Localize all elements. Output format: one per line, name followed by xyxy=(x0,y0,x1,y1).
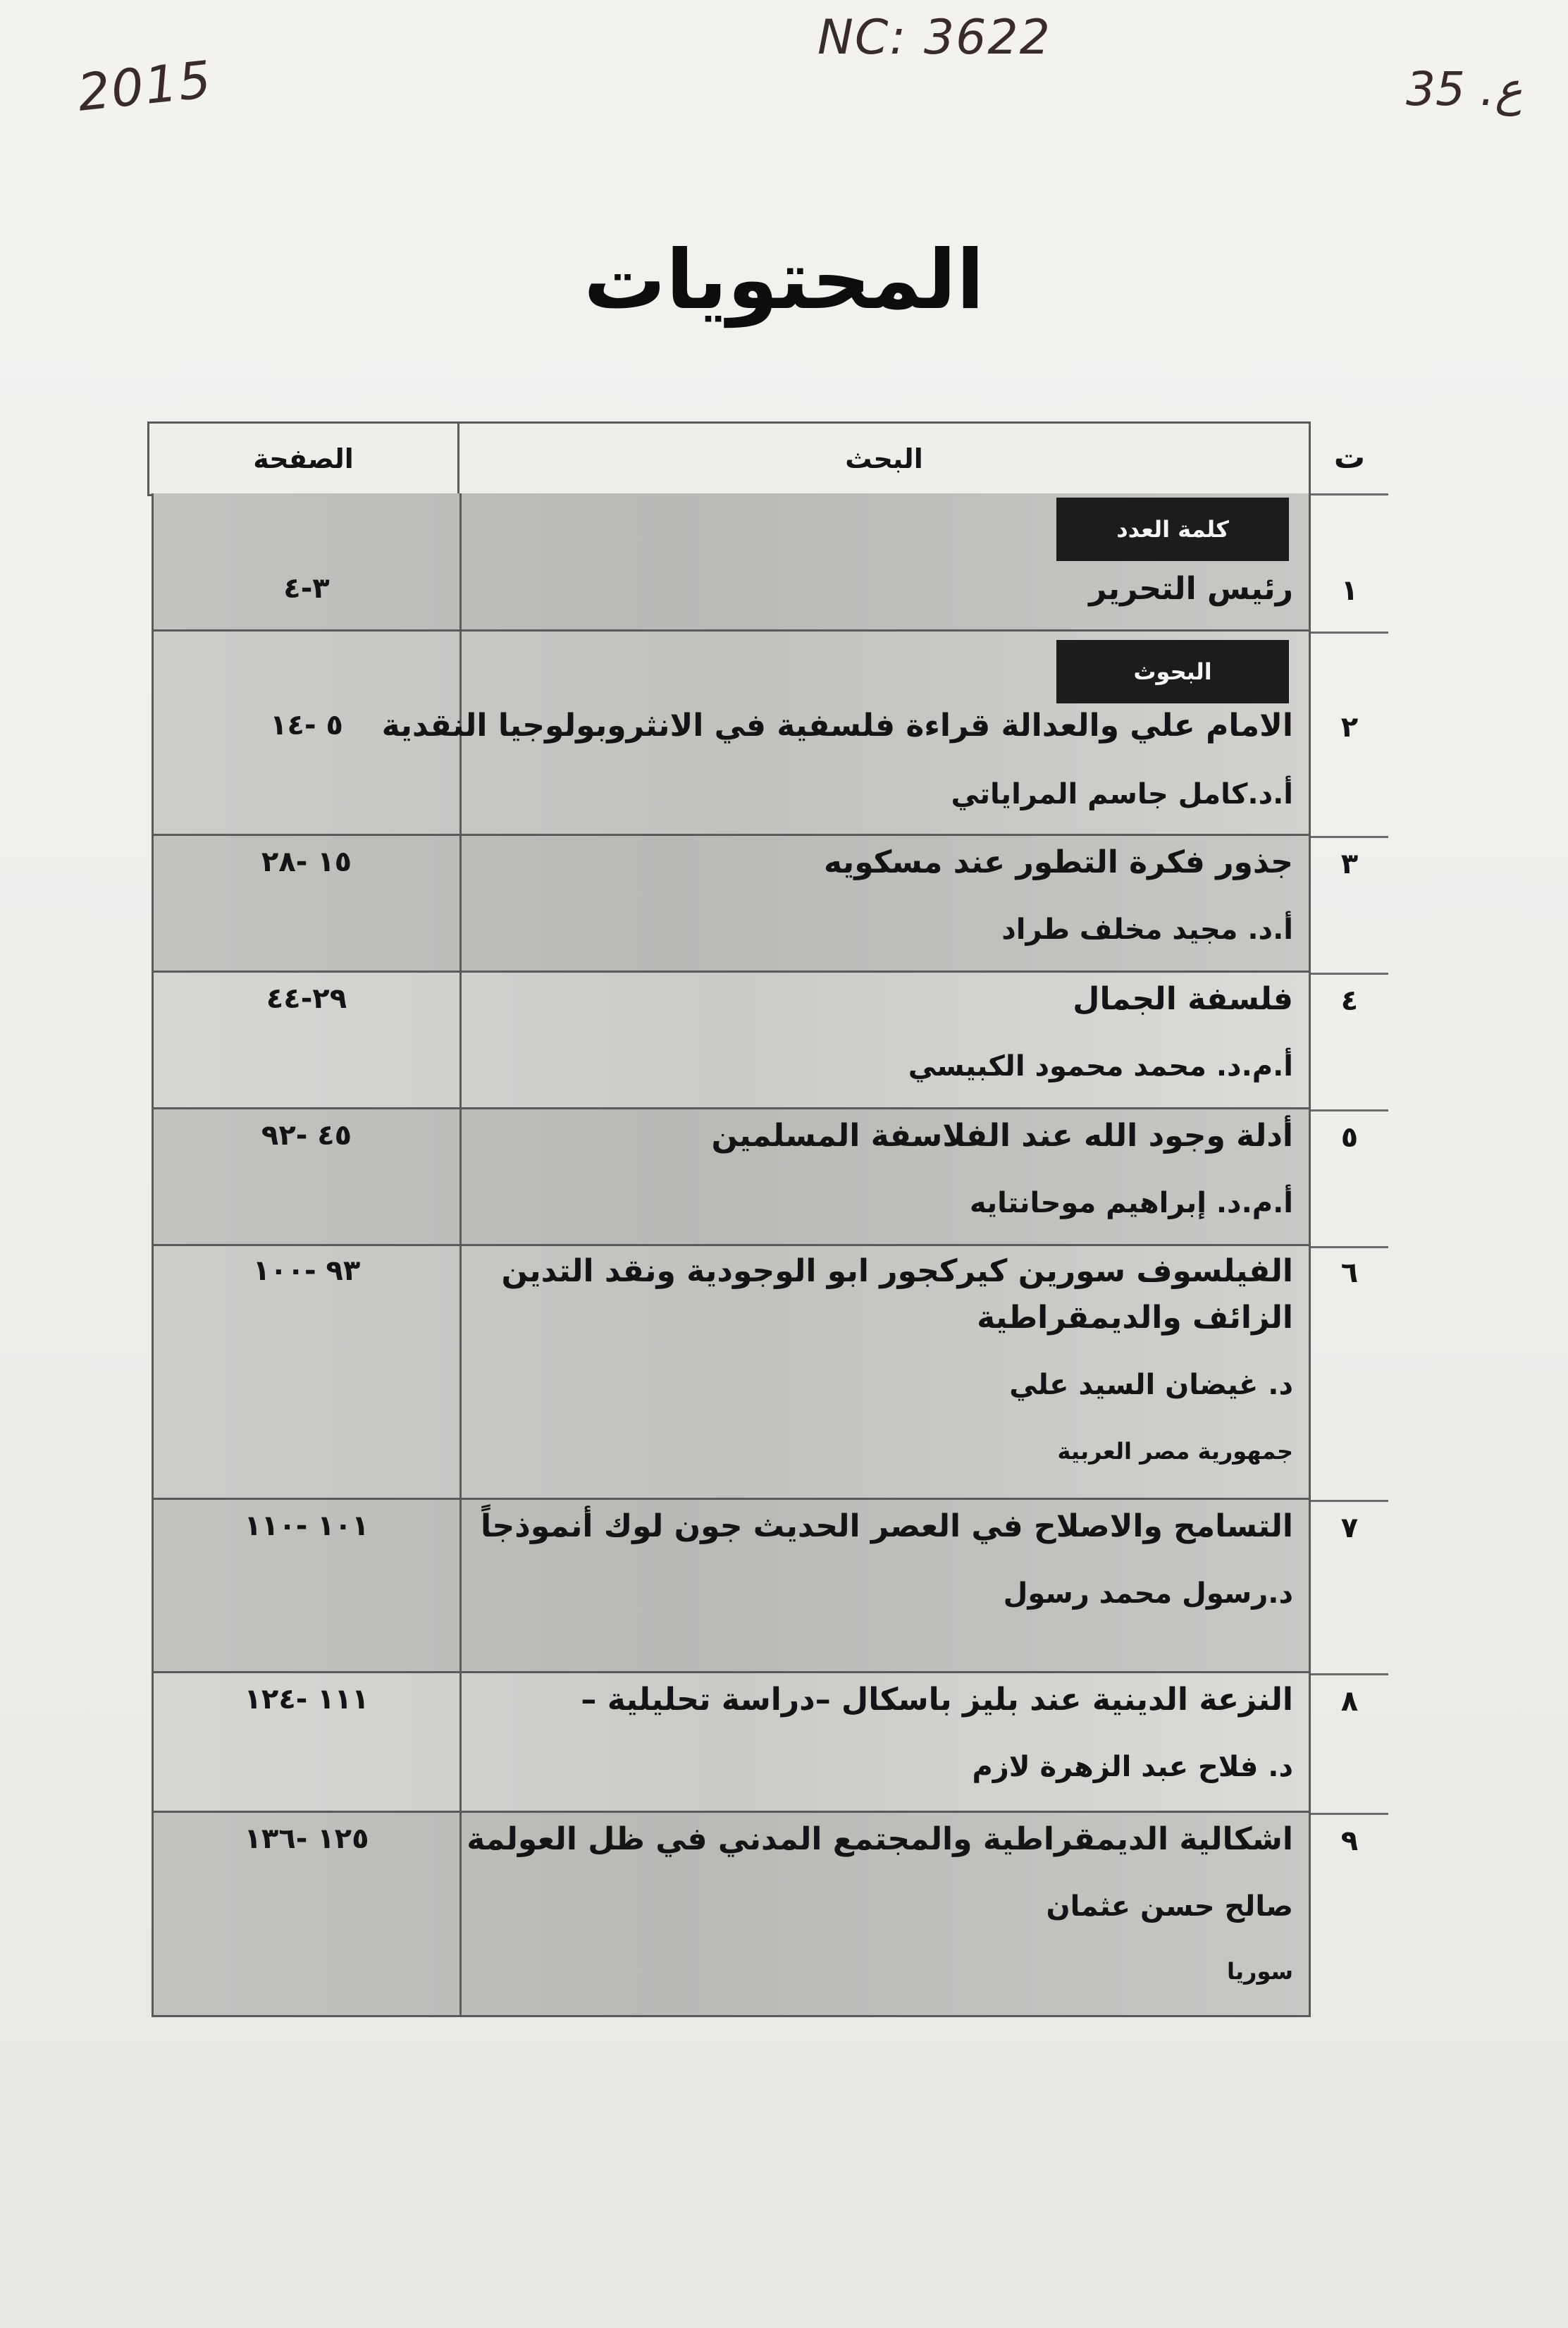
entry-author: أ.د.كامل جاسم المراياتي xyxy=(951,778,1293,811)
entry-title: جذور فكرة التطور عند مسكويه xyxy=(824,844,1293,880)
entry-title: رئيس التحرير xyxy=(1089,571,1293,607)
header-title: البحث xyxy=(457,424,1309,494)
handwritten-ref: 35 .ع xyxy=(1406,62,1523,116)
entry-author: د.رسول محمد رسول xyxy=(1003,1577,1293,1610)
row-number: ٩ xyxy=(1340,1825,1359,1857)
handwritten-code: NC: 3622 xyxy=(817,10,1051,66)
entry-country: سوريا xyxy=(1227,1958,1293,1985)
handwritten-year: 2015 xyxy=(75,49,216,123)
entry-title: فلسفة الجمال xyxy=(1073,981,1293,1017)
header-pages: الصفحة xyxy=(253,443,354,474)
entry-author: د. فلاح عبد الزهرة لازم xyxy=(972,1751,1293,1783)
row-number: ٥ xyxy=(1340,1121,1359,1154)
entry-title: النزعة الدينية عند بليز باسكال –دراسة تحليلية – xyxy=(581,1682,1293,1718)
page-range: ٩٣ -١٠٠ xyxy=(252,1255,361,1287)
page-range: ٤٥ -٩٢ xyxy=(261,1119,352,1152)
entry-title: الامام علي والعدالة قراءة فلسفية في الانثروبولوجيا النقدية xyxy=(381,708,1293,744)
page-range: ٥ -١٤ xyxy=(270,709,343,741)
table-row xyxy=(148,1246,1388,1500)
table-row xyxy=(148,1500,1388,1673)
entry-title: اشكالية الديمقراطية والمجتمع المدني في ظل العولمة xyxy=(467,1821,1293,1857)
page-title: المحتويات xyxy=(584,233,984,328)
row-number: ٧ xyxy=(1340,1512,1359,1544)
row-number: ٢ xyxy=(1340,711,1359,744)
page-range: ١١١ -١٢٤ xyxy=(244,1683,369,1716)
page-range: ١٢٥ -١٣٦ xyxy=(244,1823,369,1855)
table-row xyxy=(148,1109,1388,1246)
entry-title-continued: الزائف والديمقراطية xyxy=(977,1300,1293,1336)
page-range: ١٠١ -١١٠ xyxy=(244,1510,369,1542)
section-tag: البحوث xyxy=(1056,640,1289,703)
entry-author: د. غيضان السيد علي xyxy=(1009,1369,1293,1401)
entry-author: أ.م.د. إبراهيم موحانتايه xyxy=(969,1187,1293,1219)
table-row xyxy=(148,1813,1388,2017)
table-row xyxy=(148,973,1388,1109)
row-number: ١ xyxy=(1340,574,1359,607)
header-number: ت xyxy=(1333,439,1366,476)
contents-table xyxy=(148,421,1388,2017)
page-range: ٣-٤ xyxy=(283,572,330,605)
table-row xyxy=(148,836,1388,973)
entry-title: الفيلسوف سورين كيركجور ابو الوجودية ونقد التدين xyxy=(501,1253,1293,1289)
entry-title: أدلة وجود الله عند الفلاسفة المسلمين xyxy=(711,1118,1293,1154)
row-number: ٣ xyxy=(1340,848,1359,880)
entry-author: أ.د. مجيد مخلف طراد xyxy=(1001,913,1293,946)
row-number: ٦ xyxy=(1340,1257,1359,1289)
entry-author: صالح حسن عثمان xyxy=(1046,1890,1293,1923)
table-row xyxy=(148,1673,1388,1813)
row-number: ٤ xyxy=(1340,985,1359,1017)
table-row xyxy=(148,632,1388,836)
section-tag: كلمة العدد xyxy=(1056,498,1289,561)
page-range: ١٥ -٢٨ xyxy=(261,846,352,878)
table-header xyxy=(148,421,1388,493)
page-range: ٢٩-٤٤ xyxy=(266,983,347,1015)
entry-title: التسامح والاصلاح في العصر الحديث جون لوك أنموذجاً xyxy=(481,1508,1293,1544)
table-row xyxy=(148,493,1388,632)
row-number: ٨ xyxy=(1340,1685,1359,1718)
entry-country: جمهورية مصر العربية xyxy=(1057,1438,1293,1465)
entry-author: أ.م.د. محمد محمود الكبيسي xyxy=(908,1050,1293,1083)
